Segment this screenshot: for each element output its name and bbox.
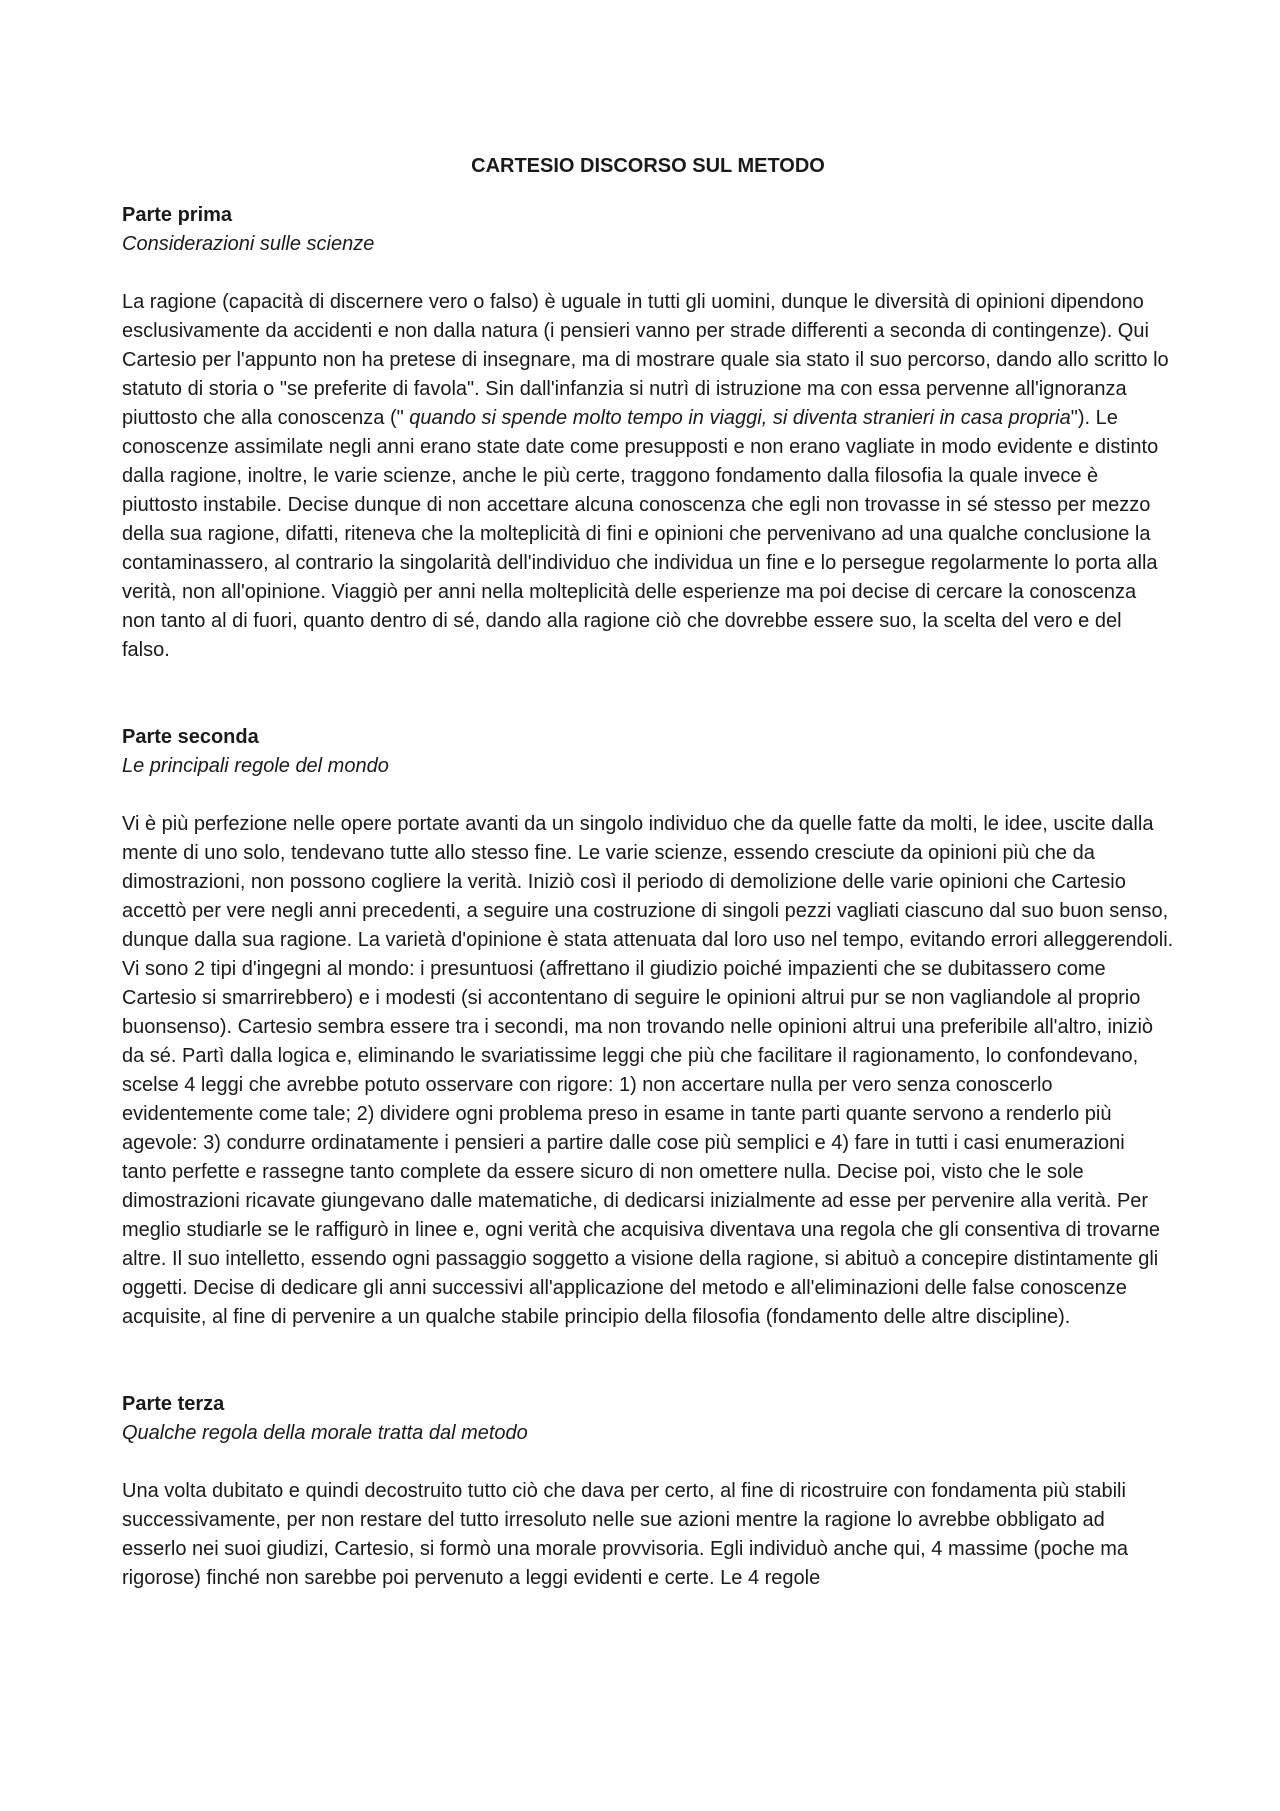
section-paragraph: Vi è più perfezione nelle opere portate avanti da un singolo individuo che da quelle fatte da molti, le idee, uscite dalla mente di uno solo, tendevano tutte allo stesso fine. Le varie scienze, essendo cresciute da opinioni più che da dimostrazioni, non possono cogliere la verità. Iniziò così il periodo di demolizione delle varie opinioni che Cartesio accettò per vere negli anni precedenti, a seguire una costruzione di singoli pezzi vagliati ciascuno dal suo buon senso, dunque dalla sua ragione. La varietà d'opinione è stata attenuata dal loro uso nel tempo, evitando errori alleggerendoli. Vi sono 2 tipi d'ingegni al mondo: i presuntuosi (affrettano il giudizio poiché impazienti che se dubitassero come Cartesio si smarrirebbero) e i modesti (si accontentano di seguire le opinioni altrui pur se non vagliandole al proprio buonsenso). Cartesio sembra essere tra i secondi, ma non trovando nelle opinioni altrui una preferibile all'altro, iniziò da sé. Partì dalla logica e, eliminando le svariatissime leggi che più che facilitare il ragionamento, lo confondevano, scelse 4 leggi che avrebbe potuto osservare con rigore: 1) non accertare nulla per vero senza conoscerlo evidentemente come tale; 2) dividere ogni problema preso in esame in tante parti quante servono a renderlo più agevole: 3) condurre ordinatamente i pensieri a partire dalle cose più semplici e 4) fare in tutti i casi enumerazioni tanto perfette e rassegne tanto complete da essere sicuro di non omettere nulla. Decise poi, visto che le sole dimostrazioni ricavate giungevano dalle matematiche, di dedicarsi inizialmente ad esse per pervenire alla verità. Per meglio studiarle se le raffigurò in linee e, ogni verità che acquisiva diventava una regola che gli consentiva di trovarne altre. Il suo intelletto, essendo ogni passaggio soggetto a visione della ragione, si abituò a concepire distintamente gli oggetti. Decise di dedicare gli anni successivi all'applicazione del metodo e all'eliminazioni delle false conoscenze acquisite, al fine di pervenire a un qualche stabile principio della filosofia (fondamento delle altre discipline). bbox=[122, 813, 1174, 1328]
section-parte-terza bbox=[122, 1390, 1174, 1593]
section-title: Parte seconda bbox=[122, 726, 259, 748]
document-page bbox=[122, 152, 1174, 1593]
paragraph-text: "). Le conoscenze assimilate negli anni erano state date come presupposti e non erano vagliate in modo evidente e distinto dalla ragione, inoltre, le varie scienze, anche le più certe, traggono fondamento dalla filosofia la quale invece è piuttosto instabile. Decise dunque di non accettare alcuna conoscenza che egli non trovasse in sé stesso per mezzo della sua ragione, difatti, riteneva che la molteplicità di fini e opinioni che pervenivano ad una qualche conclusione la contaminassero, al contrario la singolarità dell'individuo che individua un fine e lo persegue regolarmente lo porta alla verità, non all'opinione. Viaggiò per anni nella molteplicità delle esperienze ma poi decise di cercare la conoscenza non tanto al di fuori, quanto dentro di sé, dando alla ragione ciò che dovrebbe essere suo, la scelta del vero e del falso. bbox=[122, 407, 1159, 661]
section-subtitle: Considerazioni sulle scienze bbox=[122, 233, 375, 255]
section-subtitle: Le principali regole del mondo bbox=[122, 755, 389, 777]
document-title: CARTESIO DISCORSO SUL METODO bbox=[471, 155, 825, 177]
paragraph-quote: quando si spende molto tempo in viaggi, si diventa stranieri in casa propria bbox=[409, 407, 1071, 429]
section-subtitle: Qualche regola della morale tratta dal metodo bbox=[122, 1422, 528, 1444]
section-parte-prima bbox=[122, 201, 1174, 665]
section-title: Parte terza bbox=[122, 1393, 225, 1415]
section-parte-seconda bbox=[122, 723, 1174, 1332]
section-title: Parte prima bbox=[122, 204, 233, 226]
paragraph-text: La ragione (capacità di discernere vero o falso) è uguale in tutti gli uomini, dunque le diversità di opinioni dipendono esclusivamente da accidenti e non dalla natura (i pensieri vanno per strade differenti a seconda di contingenze). Qui Cartesio per l'appunto non ha pretese di insegnare, ma di mostrare quale sia stato il suo percorso, dando allo scritto lo statuto di storia o "se preferite di favola". Sin dall'infanzia si nutrì di istruzione ma con essa pervenne all'ignoranza piuttosto che alla conoscenza (" bbox=[122, 291, 1169, 429]
section-paragraph bbox=[122, 288, 1174, 665]
section-paragraph: Una volta dubitato e quindi decostruito tutto ciò che dava per certo, al fine di ricostruire con fondamenta più stabili successivamente, per non restare del tutto irresoluto nelle sue azioni mentre la ragione lo avrebbe obbligato ad esserlo nei suoi giudizi, Cartesio, si formò una morale provvisoria. Egli individuò anche qui, 4 massime (poche ma rigorose) finché non sarebbe poi pervenuto a leggi evidenti e certe. Le 4 regole bbox=[122, 1480, 1129, 1589]
